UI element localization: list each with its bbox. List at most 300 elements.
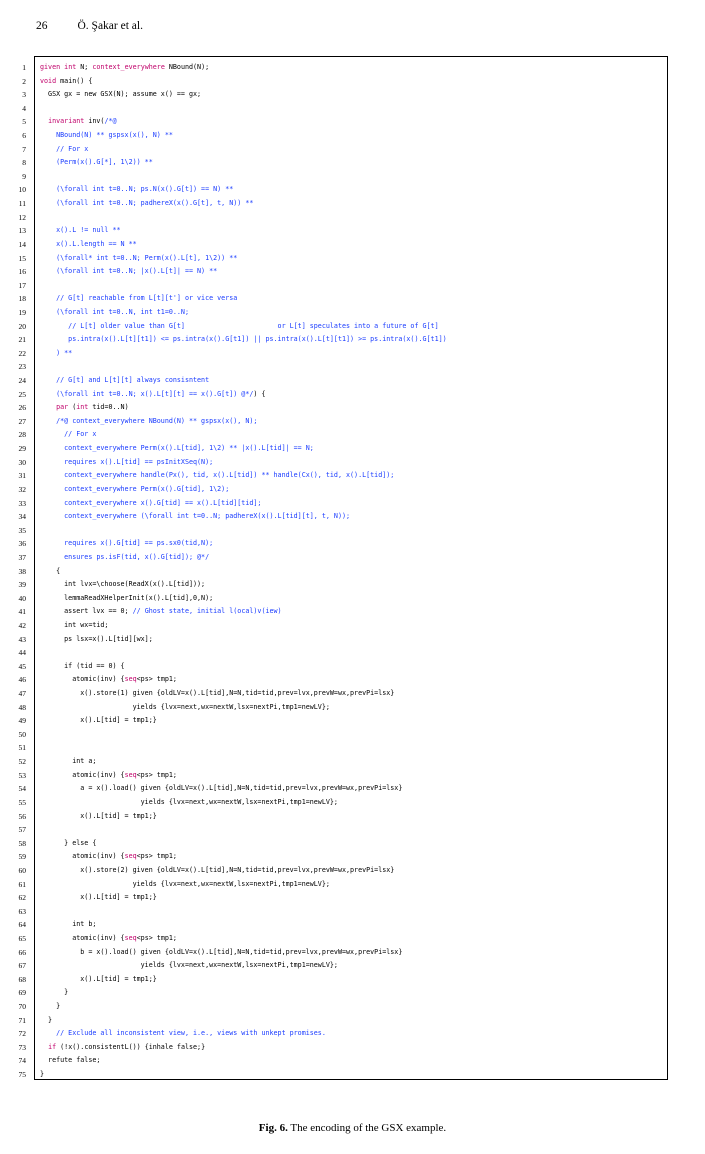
annotation-token: ensures ps.isF(tid, x().G[tid]); @*/ <box>40 552 210 561</box>
keyword-token: seq <box>124 675 137 684</box>
code-line <box>18 224 668 238</box>
code-line <box>18 701 668 715</box>
code-line <box>18 646 668 660</box>
line-number: 14 <box>18 239 26 249</box>
code-line <box>18 973 668 987</box>
code-line <box>18 415 668 429</box>
annotation-token: (Perm(x().G[*], 1\2)) ** <box>40 158 153 167</box>
code-line <box>22 88 668 102</box>
code-line <box>18 333 668 347</box>
line-number: 21 <box>18 335 26 345</box>
code-text <box>40 143 88 157</box>
code-text <box>40 183 233 197</box>
code-text <box>40 469 394 483</box>
code-text <box>40 1027 326 1041</box>
code-text <box>40 701 330 715</box>
line-number: 51 <box>18 743 26 753</box>
annotation-token: // Ghost state, initial l(ocal)v(iew) <box>132 607 282 616</box>
code-line <box>18 714 668 728</box>
keyword-token: seq <box>124 934 137 942</box>
line-number: 52 <box>18 757 26 767</box>
code-line <box>18 741 668 755</box>
line-number: 9 <box>22 171 26 181</box>
code-token: ps lsx=x().L[tid][wx]; <box>40 634 153 643</box>
annotation-token: // For x <box>40 144 89 153</box>
code-text <box>40 605 282 619</box>
code-line <box>18 565 668 579</box>
code-text <box>40 428 96 442</box>
code-token <box>40 117 48 125</box>
line-number: 20 <box>18 321 26 331</box>
line-number: 13 <box>18 226 26 236</box>
line-number: 47 <box>18 689 26 699</box>
code-token: x().L[tid] = tmp1;} <box>40 974 157 983</box>
code-line <box>18 252 668 266</box>
code-line <box>18 891 668 905</box>
line-number: 43 <box>18 634 26 644</box>
code-text <box>40 347 72 361</box>
code-token: x().L[tid] = tmp1;} <box>40 716 157 725</box>
code-token: GSX gx = new GSX(N); assume x() == gx; <box>40 90 202 99</box>
code-text <box>40 156 153 170</box>
code-line <box>18 537 668 551</box>
code-line <box>18 524 668 538</box>
code-line <box>18 238 668 252</box>
code-line <box>18 578 668 592</box>
line-number: 5 <box>22 117 26 127</box>
code-token: int b; <box>40 920 97 929</box>
code-token: } else { <box>40 838 97 847</box>
code-token: atomic(inv) { <box>40 675 125 684</box>
code-text <box>40 224 121 238</box>
line-number: 8 <box>22 158 26 168</box>
code-line <box>18 605 668 619</box>
code-text <box>40 401 129 415</box>
code-line <box>18 428 668 442</box>
code-line <box>22 143 668 157</box>
code-text <box>40 333 447 347</box>
code-token: } <box>40 1015 53 1024</box>
code-token: ( <box>72 403 77 412</box>
line-number: 4 <box>22 103 26 113</box>
annotation-token: context_everywhere x().G[tid] == x().L[tid][tid]; <box>40 498 262 507</box>
code-token: N; <box>80 63 93 71</box>
code-token: x().L[tid] = tmp1;} <box>40 893 157 902</box>
code-token: refute false; <box>40 1056 101 1065</box>
code-text <box>40 565 60 579</box>
code-token: <ps> tmp1; <box>136 934 177 942</box>
line-number: 28 <box>18 430 26 440</box>
line-number: 3 <box>22 90 26 100</box>
code-line <box>22 102 668 116</box>
code-text <box>40 374 209 388</box>
code-line <box>18 959 668 973</box>
code-text <box>40 537 213 551</box>
annotation-token: /*@ <box>104 117 117 126</box>
keyword-token: seq <box>124 852 137 861</box>
line-number: 63 <box>18 906 26 916</box>
code-line <box>18 837 668 851</box>
line-number: 72 <box>18 1029 26 1039</box>
code-line <box>18 728 668 742</box>
annotation-token: x().L.length == N ** <box>40 239 137 248</box>
keyword-token: if <box>48 1042 61 1051</box>
code-text <box>40 755 96 769</box>
keyword-token: seq <box>124 770 137 779</box>
line-number: 39 <box>18 580 26 590</box>
line-number: 32 <box>18 484 26 494</box>
line-number: 74 <box>18 1056 26 1066</box>
line-number: 25 <box>18 389 26 399</box>
code-line <box>22 61 668 75</box>
code-text <box>40 714 157 728</box>
line-number: 2 <box>22 76 26 86</box>
code-line <box>18 279 668 293</box>
line-number: 10 <box>18 185 26 195</box>
annotation-token: (\forall int t=0..N; |x().L[t]| == N) ** <box>40 267 218 276</box>
code-line <box>18 265 668 279</box>
line-number: 31 <box>18 471 26 481</box>
annotation-token: (\forall int t=0..N; x().L[t][t] == x().G[t]) @*/ <box>40 389 254 398</box>
line-number: 27 <box>18 416 26 426</box>
keyword-token: par <box>56 403 73 412</box>
code-text <box>40 510 350 524</box>
code-text <box>40 878 330 892</box>
annotation-token: (\forall int t=0..N; ps.N(x().G[t]) == N) ** <box>40 185 234 194</box>
line-number: 57 <box>18 825 26 835</box>
code-text <box>40 238 137 252</box>
keyword-token: int <box>64 63 81 71</box>
code-text <box>40 796 338 810</box>
code-line <box>18 469 668 483</box>
code-token: if (tid == 0) { <box>40 661 125 670</box>
code-token: } <box>40 1070 45 1079</box>
code-line <box>18 823 668 837</box>
line-number: 30 <box>18 457 26 467</box>
line-number: 69 <box>18 988 26 998</box>
code-text <box>40 578 205 592</box>
annotation-token: (\forall int t=0..N; padhereX(x().G[t], t, N)) ** <box>40 199 254 208</box>
line-number: 7 <box>22 144 26 154</box>
code-token: yields {lvx=next,wx=nextW,lsx=nextPi,tmp1=newLV}; <box>40 797 338 806</box>
annotation-token: context_everywhere handle(Px(), tid, x().L[tid]) ** handle(Cx(), tid, x().L[tid]); <box>40 471 395 480</box>
code-line <box>18 510 668 524</box>
code-token: x().L[tid] = tmp1;} <box>40 811 157 820</box>
code-line <box>18 755 668 769</box>
code-token: } <box>40 988 69 997</box>
code-line <box>18 442 668 456</box>
code-line <box>18 1041 668 1055</box>
code-text <box>40 456 213 470</box>
code-token: yields {lvx=next,wx=nextW,lsx=nextPi,tmp1=newLV}; <box>40 879 330 888</box>
code-line <box>18 1068 668 1082</box>
code-token: atomic(inv) { <box>40 934 125 942</box>
line-number: 70 <box>18 1002 26 1012</box>
code-text <box>40 265 217 279</box>
code-line <box>18 374 668 388</box>
line-number: 24 <box>18 376 26 386</box>
code-text <box>40 673 177 687</box>
annotation-token: (\forall int t=0..N, int t1=0..N; <box>40 307 189 316</box>
code-token: <ps> tmp1; <box>136 852 177 861</box>
line-number: 19 <box>18 307 26 317</box>
figure-caption <box>0 1122 705 1134</box>
code-text <box>40 973 157 987</box>
code-line <box>18 878 668 892</box>
code-token <box>40 1043 48 1051</box>
line-number: 61 <box>18 879 26 889</box>
line-number: 64 <box>18 920 26 930</box>
code-text <box>40 619 108 633</box>
line-number: 12 <box>18 212 26 222</box>
line-number: 26 <box>18 403 26 413</box>
keyword-token: int <box>76 403 93 412</box>
code-line <box>18 183 668 197</box>
annotation-token: NBound(N) ** gspsx(x(), N) ** <box>40 131 173 140</box>
code-line <box>22 129 668 143</box>
code-listing <box>18 61 668 1082</box>
code-line <box>18 592 668 606</box>
code-token: x().store(1) given {oldLV=x().L[tid],N=N,tid=tid,prev=lvx,prevW=wx,prevPi=lsx} <box>40 689 395 698</box>
code-text <box>40 592 213 606</box>
annotation-token: // Exclude all inconsistent view, i.e., views with unkept promises. <box>40 1029 326 1038</box>
code-token <box>40 403 56 411</box>
authors: Ö. Şakar et al. <box>77 20 143 32</box>
code-line <box>18 619 668 633</box>
code-token: int a; <box>40 757 97 766</box>
code-text <box>40 252 237 266</box>
page-number: 26 <box>36 20 48 32</box>
code-line <box>18 1000 668 1014</box>
code-text <box>40 837 96 851</box>
code-text <box>40 129 173 143</box>
line-number: 1 <box>22 63 26 72</box>
line-number: 48 <box>18 702 26 712</box>
line-number: 71 <box>18 1015 26 1025</box>
code-token: ) { <box>253 389 266 398</box>
line-number: 46 <box>18 675 26 685</box>
code-token: lemmaReadXHelperInit(x().L[tid],0,N); <box>40 593 214 602</box>
code-text <box>40 388 265 402</box>
line-number: 66 <box>18 947 26 957</box>
code-token: int lvx=\choose(ReadX(x().L[tid])); <box>40 580 206 589</box>
code-line <box>18 932 668 946</box>
line-number: 45 <box>18 661 26 671</box>
line-number: 58 <box>18 838 26 848</box>
code-text <box>40 891 157 905</box>
code-token: <ps> tmp1; <box>136 770 177 779</box>
code-token: int wx=tid; <box>40 620 109 629</box>
line-number: 49 <box>18 716 26 726</box>
figure-label: Fig. 6. <box>258 1122 288 1134</box>
line-number: 67 <box>18 961 26 971</box>
line-number: 36 <box>18 539 26 549</box>
code-text <box>40 415 257 429</box>
keyword-token: given <box>40 63 65 71</box>
code-text <box>40 1000 60 1014</box>
keyword-token: void <box>40 76 61 85</box>
code-text <box>40 497 261 511</box>
line-number: 75 <box>18 1070 26 1080</box>
code-line <box>18 401 668 415</box>
code-text <box>40 782 402 796</box>
annotation-token: requires x().L[tid] == psInitXSeq(N); <box>40 457 214 466</box>
line-number: 40 <box>18 593 26 603</box>
code-line <box>18 1027 668 1041</box>
code-text <box>40 864 394 878</box>
line-number: 62 <box>18 893 26 903</box>
code-line <box>18 347 668 361</box>
code-line <box>18 1054 668 1068</box>
code-line <box>18 986 668 1000</box>
annotation-token: // L[t] older value than G[t] or L[t] speculates into a future of G[t] <box>40 321 439 330</box>
code-text <box>40 810 157 824</box>
code-line <box>18 660 668 674</box>
code-text <box>40 959 338 973</box>
code-text <box>40 769 177 783</box>
code-line <box>22 156 668 170</box>
code-text <box>40 75 92 89</box>
line-number: 56 <box>18 811 26 821</box>
line-number: 34 <box>18 512 26 522</box>
code-text <box>40 320 439 334</box>
code-text <box>40 61 209 75</box>
line-number: 6 <box>22 131 26 141</box>
code-token: main() { <box>60 76 93 85</box>
code-token: x().store(2) given {oldLV=x().L[tid],N=N,tid=tid,prev=lvx,prevW=wx,prevPi=lsx} <box>40 865 395 874</box>
annotation-token: context_everywhere Perm(x().G[tid], 1\2); <box>40 484 230 493</box>
code-line <box>18 810 668 824</box>
code-token: yields {lvx=next,wx=nextW,lsx=nextPi,tmp1=newLV}; <box>40 702 330 711</box>
code-text <box>40 306 189 320</box>
code-line <box>22 115 668 129</box>
code-text <box>40 932 177 946</box>
line-number: 37 <box>18 552 26 562</box>
code-text <box>40 1054 100 1068</box>
code-token: NBound(N); <box>168 63 210 71</box>
line-number: 44 <box>18 648 26 658</box>
code-token: inv( <box>88 117 105 126</box>
line-number: 54 <box>18 784 26 794</box>
line-number: 33 <box>18 498 26 508</box>
code-line <box>18 687 668 701</box>
line-number: 60 <box>18 865 26 875</box>
code-text <box>40 687 394 701</box>
annotation-token: /*@ context_everywhere NBound(N) ** gspsx(x(), N); <box>40 416 258 425</box>
code-line <box>18 483 668 497</box>
line-number: 38 <box>18 566 26 576</box>
code-text <box>40 483 229 497</box>
annotation-token: (\forall* int t=0..N; Perm(x().L[t], 1\2)) ** <box>40 253 238 262</box>
code-line <box>18 782 668 796</box>
line-number: 73 <box>18 1042 26 1052</box>
code-line <box>18 456 668 470</box>
code-text <box>40 946 402 960</box>
code-token: (!x().consistentL()) {inhale false;} <box>60 1042 206 1051</box>
line-number: 29 <box>18 444 26 454</box>
keyword-token: context_everywhere <box>92 63 169 71</box>
annotation-token: // G[t] and L[t][t] always consisntent <box>40 376 210 385</box>
keyword-token: invariant <box>48 117 89 126</box>
code-line <box>18 905 668 919</box>
line-number: 22 <box>18 348 26 358</box>
code-line <box>18 796 668 810</box>
line-number: 41 <box>18 607 26 617</box>
code-line <box>18 197 668 211</box>
code-line <box>18 388 668 402</box>
annotation-token: x().L != null ** <box>40 226 121 235</box>
annotation-token: context_everywhere Perm(x().L[tid], 1\2) ** |x().L[tid]| == N; <box>40 444 314 453</box>
line-number: 23 <box>18 362 26 372</box>
code-token: <ps> tmp1; <box>136 675 177 684</box>
code-token: yields {lvx=next,wx=nextW,lsx=nextPi,tmp1=newLV}; <box>40 961 338 970</box>
annotation-token: ) ** <box>40 348 73 357</box>
page-header <box>36 20 143 32</box>
line-number: 50 <box>18 729 26 739</box>
annotation-token: ps.intra(x().L[t][t1]) <= ps.intra(x().G[t1]) || ps.intra(x().L[t][t1]) >= ps.intra(x().G[t1]) <box>40 335 447 344</box>
code-line <box>18 360 668 374</box>
code-text <box>40 88 201 102</box>
code-text <box>40 442 314 456</box>
code-line <box>18 306 668 320</box>
code-line <box>18 850 668 864</box>
code-text <box>40 633 153 647</box>
annotation-token: context_everywhere (\forall int t=0..N; padhereX(x().L[tid][t], t, N)); <box>40 512 351 521</box>
code-line <box>18 551 668 565</box>
annotation-token: // G[t] reachable from L[t][t'] or vice versa <box>40 294 238 303</box>
code-text <box>40 850 177 864</box>
code-token: atomic(inv) { <box>40 852 125 861</box>
code-text <box>40 292 237 306</box>
code-line <box>18 497 668 511</box>
code-line <box>18 946 668 960</box>
code-text <box>40 197 253 211</box>
annotation-token: requires x().G[tid] == ps.sx0(tid,N); <box>40 539 214 548</box>
code-text <box>40 1041 205 1055</box>
code-token: tid=0..N) <box>92 403 129 412</box>
line-number: 55 <box>18 797 26 807</box>
code-line <box>18 673 668 687</box>
line-number: 11 <box>18 199 26 209</box>
line-number: 16 <box>18 267 26 277</box>
line-number: 65 <box>18 934 26 943</box>
code-line <box>18 633 668 647</box>
line-number: 18 <box>18 294 26 304</box>
annotation-token: // For x <box>40 430 97 439</box>
line-number: 42 <box>18 620 26 630</box>
code-line <box>22 170 668 184</box>
code-text <box>40 551 209 565</box>
code-token: } <box>40 1002 61 1011</box>
figure-caption-text: The encoding of the GSX example. <box>290 1122 447 1134</box>
code-line <box>18 320 668 334</box>
code-text <box>40 1068 44 1082</box>
line-number: 53 <box>18 770 26 780</box>
code-text <box>40 918 96 932</box>
code-token: { <box>40 566 61 575</box>
code-line <box>18 292 668 306</box>
line-number: 15 <box>18 253 26 263</box>
code-line <box>18 211 668 225</box>
code-text <box>40 1014 52 1028</box>
code-token: assert lvx == 0; <box>40 607 133 616</box>
code-line <box>18 918 668 932</box>
code-token: a = x().load() given {oldLV=x().L[tid],N=N,tid=tid,prev=lvx,prevW=wx,prevPi=lsx} <box>40 784 403 793</box>
line-number: 68 <box>18 974 26 984</box>
code-text <box>40 660 125 674</box>
code-token: b = x().load() given {oldLV=x().L[tid],N=N,tid=tid,prev=lvx,prevW=wx,prevPi=lsx} <box>40 947 403 956</box>
code-token: atomic(inv) { <box>40 770 125 779</box>
